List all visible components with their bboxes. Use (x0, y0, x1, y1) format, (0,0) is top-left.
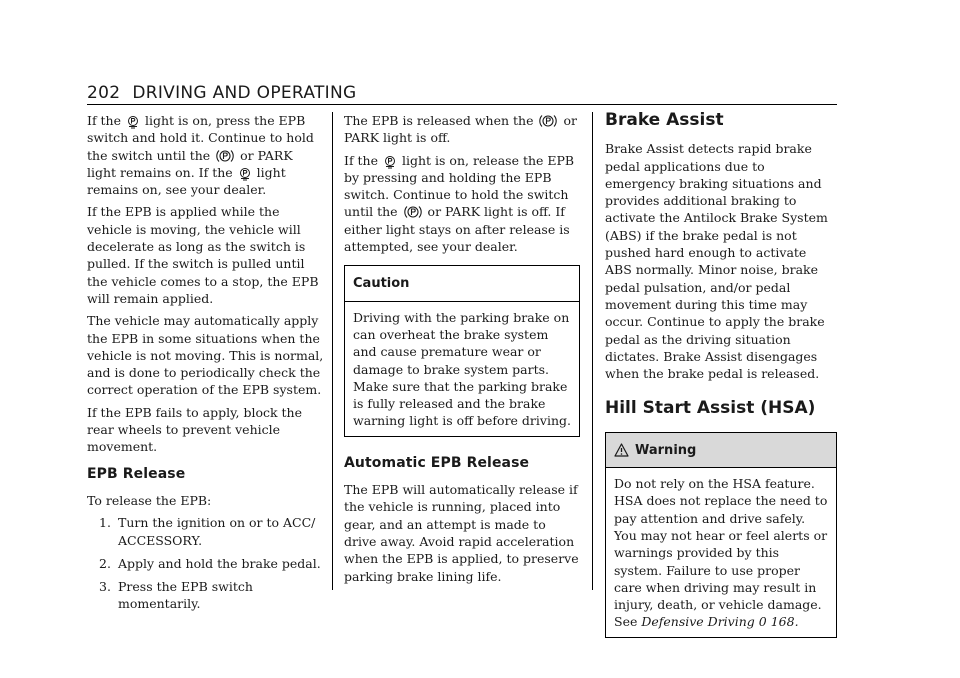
section-heading: Hill Start Assist (HSA) (605, 398, 816, 419)
paragraph: If the light is on, release the EPB by pressing and holding the EPB switch. Continue to hold the switch until the or PARK light is off. If either light stays on after release is attempted, see your dealer. (344, 152, 575, 255)
section-heading: Automatic EPB Release (344, 454, 530, 471)
caution-title: Caution (345, 266, 579, 301)
parking-brake-icon (404, 204, 422, 220)
paragraph: The EPB will automatically release if the vehicle is running, placed into gear, and an attempt is made to drive away. Avoid rapid acceleration when the EPB is applied, to preserve parking brake lining life. (344, 482, 579, 584)
paragraph: If the EPB is applied while the vehicle is moving, the vehicle will decelerate as long as the switch is pulled. If the switch is pulled until the vehicle comes to a stop, the EPB will remain applied. (87, 204, 319, 306)
paragraph: If the EPB fails to apply, block the rear wheels to prevent vehicle movement. (87, 404, 303, 455)
page-ref[interactable]: 168. (770, 614, 799, 630)
page-number: 202 (87, 83, 121, 103)
brake-warning-light-icon (127, 115, 139, 129)
list-item: 2. Apply and hold the brake pedal. (99, 555, 321, 571)
paragraph: The vehicle may automatically apply the EPB in some situations when the vehicle is not moving. This is normal, and is done to periodically check the correct operation of the EPB system. (87, 313, 324, 398)
warning-title: Warning (635, 442, 697, 458)
paragraph: Brake Assist detects rapid brake pedal applications due to emergency braking situations and provides additional braking to activate the Antilock Brake System (ABS) if the brake pedal is not pushed hard enough to activate ABS normally. Minor noise, brake pedal pulsation, and/or pedal movement during this time may occur. Continue to apply the brake pedal as the driving situation dictates. Brake Assist disengages when the brake pedal is released. (605, 141, 828, 382)
chapter-title: DRIVING AND OPERATING (132, 83, 357, 103)
parking-brake-icon (539, 113, 557, 129)
caution-text: Driving with the parking brake on can overheat the brake system and cause premature wear or damage to brake system parts. Make sure that the parking brake is fully released and the brake warning light is off before driving. (353, 309, 571, 429)
column-left (87, 112, 325, 619)
brake-warning-light-icon (384, 155, 396, 169)
list-item: 1. Turn the ignition on or to ACC/ ACCESSORY. (99, 515, 316, 548)
warning-triangle-icon (614, 443, 629, 457)
paragraph: The EPB is released when the or PARK light is off. (344, 113, 577, 146)
steps-list (87, 514, 325, 612)
warning-text: Do not rely on the HSA feature. HSA does not replace the need to pay attention and drive safely. You may not hear or feel alerts or warnings provided by this system. Failure to use proper care when driving may result in injury, death, or vehicle damage. See Defensive Driving 0 168. (614, 476, 828, 630)
header-rule (87, 104, 837, 105)
column-divider (332, 112, 333, 590)
list-item: 3. Press the EPB switch momentarily. (99, 579, 253, 612)
warning-box (605, 432, 837, 638)
page-ref-arrow: 0 (758, 614, 767, 630)
column-divider (592, 112, 593, 590)
paragraph: If the light is on, press the EPB switch and hold it. Continue to hold the switch until the or PARK light remains on. If the light remains on, see your dealer. (87, 113, 314, 198)
cross-reference-link[interactable]: Defensive Driving (641, 614, 755, 630)
column-right (605, 112, 837, 638)
warning-header (606, 433, 836, 468)
paragraph: To release the EPB: (87, 492, 212, 508)
column-middle (344, 112, 580, 590)
brake-warning-light-icon (239, 167, 251, 181)
section-heading: EPB Release (87, 465, 186, 482)
page-header (87, 83, 356, 103)
caution-box (344, 265, 580, 436)
parking-brake-icon (216, 148, 234, 164)
section-heading: Brake Assist (605, 110, 724, 130)
